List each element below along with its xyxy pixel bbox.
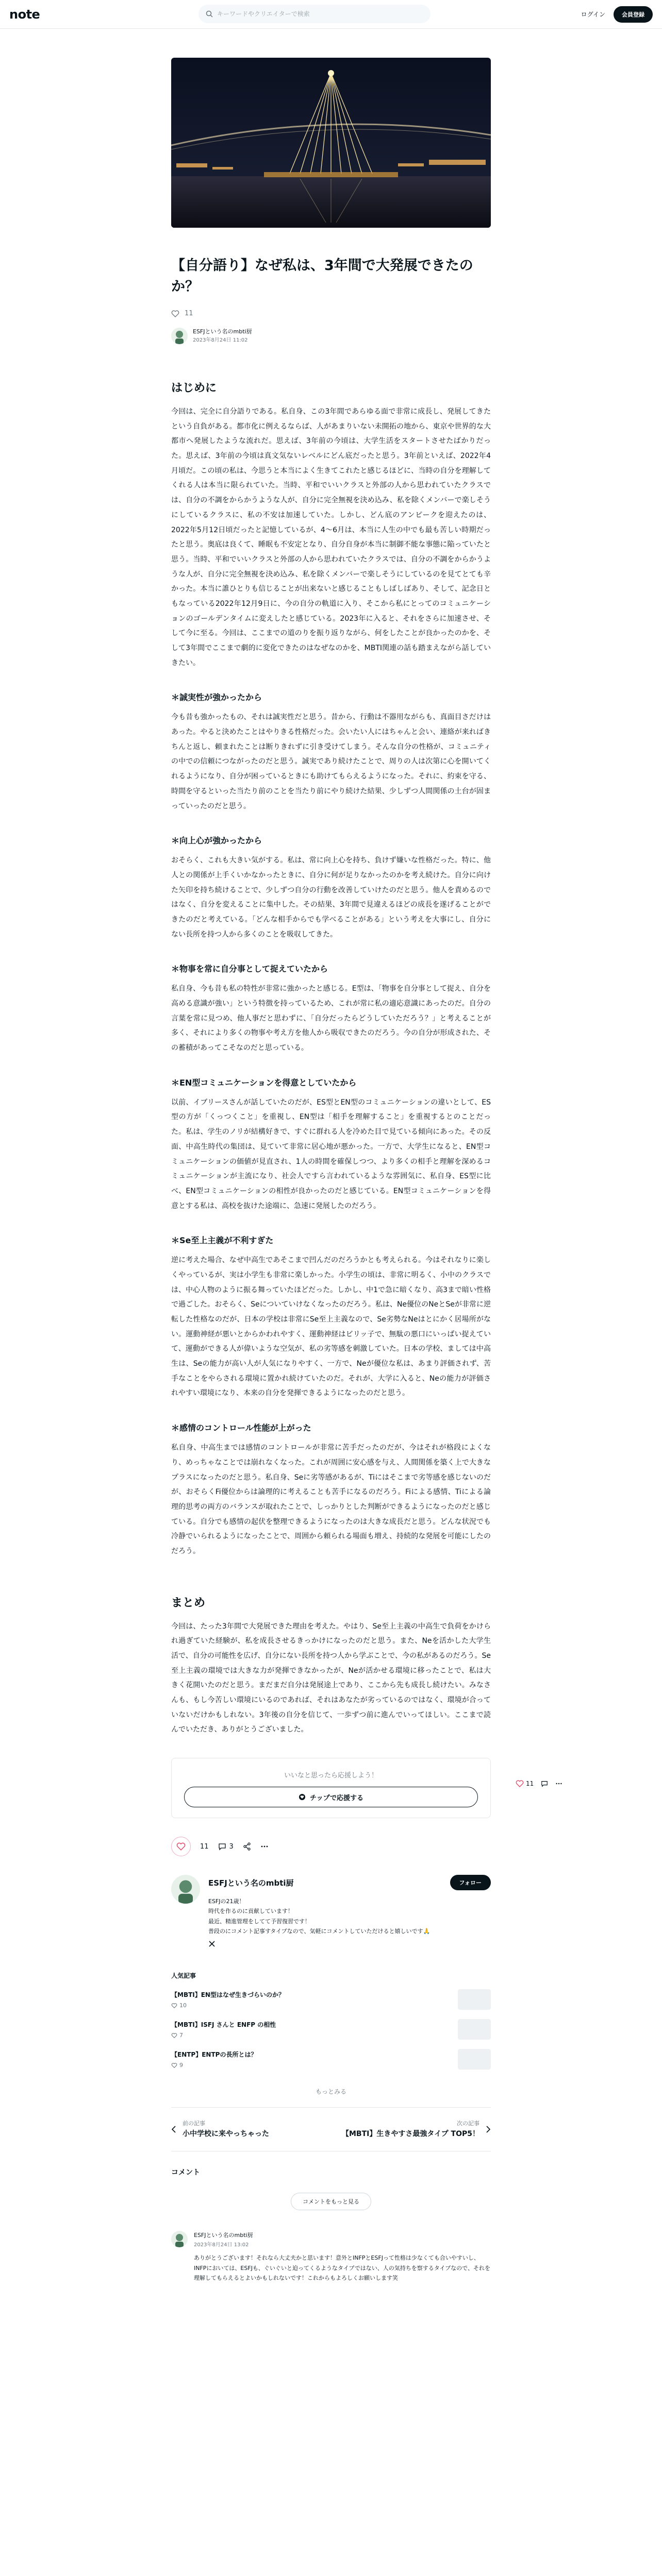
search-input[interactable] [217, 10, 423, 18]
heart-icon [171, 2003, 177, 2008]
support-question: いいなと思ったら応援しよう！ [284, 1772, 378, 1780]
prev-label: 前の記事 [183, 2120, 205, 2127]
article-title: 【自分語り】なぜ私は、3年間で大発展できたのか？ [171, 258, 473, 295]
popular-item[interactable] [171, 1989, 491, 2010]
search-bar[interactable] [198, 5, 431, 23]
chevron-right-icon [486, 2126, 491, 2133]
note-logo[interactable]: note [9, 7, 40, 22]
author-name[interactable]: ESFJという名のmbti厨 [193, 328, 252, 335]
hero-image [171, 58, 491, 228]
popular-item-thumbnail[interactable] [458, 1989, 491, 2010]
like-count: 11 [200, 1842, 209, 1851]
comment [171, 2231, 491, 2283]
section-heading: ＊物事を常に自分事として捉えていたから [171, 964, 328, 974]
popular-item-thumbnail[interactable] [458, 2019, 491, 2040]
paragraph: 以前、イブリースさんが話していたのだが、ES型とEN型のコミュニケーションの違いとして、ES型の方が「くっつくこと」を重視し、EN型は「相手を理解すること」を重視するとのことだった。私は、学生のノリが結構好きで、すぐに群れる人を冷めた目で見ている傾向にあった。その反面、中高生時代の集団は、見ていて非常に居心地が悪かった。一方で、大学生になると、EN型コミュニケーションの価値が見直され、1人の時間を確保しつつ、より多くの相手と理解を深めるコミュニケーションが主流になり、社会人ですら言われているような雰囲気に、私自身、ES型に比べ、EN型コミュニケーションの相性が良かったのだと感じている。EN型コミュニケーションを得意とする私は、高校を抜けた途端に、急速に発展したのだろう。 [171, 1098, 491, 1210]
paragraph: 私自身、中高生までは感情のコントロールが非常に苦手だったのだが、今はそれが格段によくなり、めっちゃなことでは崩れなくなった。これが周囲に安心感を与え、人間関係を築く上で大きなプラスになったのだと思う。私自身、Seに劣等感があるが、Tiにはそこまで劣等感を感じないのだが、おそらくFi優位からは論理的に考えることも苦手になるのだろう。Fiによる感情、Tiによる論理的思考の両方のバランスが取れたことで、しっかりとした判断ができるようになったのだと感じている。自分でも感情の起伏を整理できるようになったのは大きな成長だと思う。どんな状況でも冷静でいられるようになったことで、周囲から頼られる場面も増え、持続的な発展を可能にしたのだろう。 [171, 1444, 491, 1555]
section-heading-intro: はじめに [171, 382, 217, 395]
heart-icon [171, 2033, 177, 2038]
comment-button[interactable] [218, 1842, 234, 1851]
like-count: 10 [179, 2002, 187, 2009]
section-heading: ＊誠実性が強かったから [171, 692, 262, 703]
section-heading: ＊Se至上主義が不利すぎた [171, 1235, 274, 1246]
author-row[interactable] [171, 328, 491, 344]
article [171, 58, 491, 2283]
title-like-row [171, 310, 491, 317]
publish-date: 2023年8月24日 11:02 [193, 337, 248, 343]
like-count: 7 [179, 2032, 183, 2039]
section-heading-summary: まとめ [171, 1596, 206, 1609]
paragraph: 今も昔も強かったもの、それは誠実性だと思う。昔から、行動は不器用ながらも、真面目さだけはあった。やると決めたことはやりきる性格だった。会いたい人にはちゃんと会い、連絡が来ればきちんと返し、頼まれたことは断りきれずに引き受けてしまう。そんな自分の性格が、コミュニティの中での信頼につながったのだと思う。誠実であり続けたことで、周りの人は次第に心を開いてくれるようになり、自分が困っているときにも助けてもらえるようになった。それに、約束を守る、時間を守るといった当たり前のことを当たり前にやり続けた結果、少しずつ人間関係の土台が固まっていったのだと思う。 [171, 713, 491, 810]
heart-icon [171, 2063, 177, 2068]
prev-title[interactable]: 小中学校に来やっちゃった [183, 2130, 269, 2139]
comment-date: 2023年8月24日 13:02 [194, 2242, 249, 2248]
paragraph-intro: 今回は、完全に自分語りである。私自身、この3年間であらゆる面で非常に成長し、発展してきたという自負がある。都市化に例えるならば、人があまりいない未開拓の地から、東京や世界的な大都市へ発展したような流れだ。思えば、3年前の今頃は、大学生活をスタートさせたばかりだった。思えば、3年前の今頃は真文気ないレベルにどん底だったと思う。3年前といえば、2022年4月頃だ。この頃の私は、今思うと本当によく生きてこれたと感じるほどに、当時の自分を理解してくれる人は本当に限られていた。当時、平和でいいクラスと外部の人から思われていたクラスでは、自分の不調をからかうような人が、自分に完全無視を決め込み、私を除くメンバーで楽しそうにしているクラスに、私の不安は加速していた。しかし、どん底のアンピークを迎えたのは、2022年5月12日頃だったと記憶しているが、4～6月は、本当に人生の中でも最も苦しい時期だったと思う。奥底は良くて、睡眠も不安定となり、自分自身が本当に制御不能な事態に陥っていたと思う。当時、平和でいいクラスと外部の人から思われていたクラスでは、自分の不調をからかうような人が、自分に完全無視を決め込み、私を除くメンバーで楽しそうにしているのを見てとても辛かった。本当に誰ひとりも信じることが出来ないと感じることもしばしばあり、そして、記念日ともなっている2022年12月9日に、今の自分の軌道に入り、そこから私にとってのコミュニケーションのゴールデンタイムに変えしたと感じている。2023年に入ると、それをさらに加速させ、そして今に至る。今回は、ここまでの道のりを振り返りながら、何をしたことが良かったのかを、そして3年間でここまで劇的に変化できたのはなぜなのかを、MBTI関連の話も踏まえながら話していきたい。 [171, 408, 491, 667]
comment-text: ありがとうございます！それなら大丈夫かと思います！意外とINFPとESFJって性格は少なくても合いやすいし、INFPにおいては、ESFJも、ぐいぐいと迫ってくるようなタイプではない、人の気持ちを察するタイプなので、それを理解してもらえるとよいかもしれないです！これからもよろしくお願いします笑 [194, 2254, 490, 2282]
search-icon [206, 10, 213, 18]
popular-item-thumbnail[interactable] [458, 2049, 491, 2070]
comment-heading: コメント [171, 2168, 200, 2177]
popular-item-title[interactable]: 【MBTI】ISFJ さんと ENFP の相性 [171, 2021, 276, 2029]
like-button[interactable] [171, 1837, 191, 1856]
signup-button[interactable]: 会員登録 [614, 6, 653, 23]
site-header [0, 0, 662, 29]
paragraph-summary: 今回は、たった3年間で大発展できた理由を考えた。やはり、Se至上主義の中高生で負荷をかけられ過ぎていた経験が、私を成長させるきっかけになったのだと思う。また、Neを活かした大学生活で、自分の可能性を広げ、自分にない長所を持つ人から学ぶことで、今の私があるのだろう。Se至上主義の環境では大きな力が発揮できなかったが、Neが活かせる環境に移ったことで、私は大きく花開いたのだと思う。まだまだ自分は発展途上であり、ここから先も成長し続けたい。みなさんも、もし今苦しい環境にいるのであれば、それはあなたが劣っているのではなく、環境が合っていないだけかもしれない。3年後の自分を信じて、一歩ずつ前に進んでいってほしい。ここまで読んでいただき、ありがとうございました。 [171, 1622, 491, 1734]
popular-heading: 人気記事 [171, 1972, 196, 1980]
share-icon[interactable] [243, 1842, 251, 1851]
like-count: 9 [179, 2062, 183, 2069]
login-link[interactable]: ログイン [581, 11, 605, 18]
heart-icon[interactable] [171, 310, 179, 317]
popular-item-likes [171, 2002, 458, 2009]
heart-icon [516, 1780, 524, 1787]
author-card-name[interactable]: ESFJという名のmbti厨 [208, 1878, 294, 1888]
author-bio: ESFJの21歳！ 時代を作るのに貢献しています！ 最近、精進管理をしてて予習復習です！ 普段のにコメント記事すタイプなので、気軽にコメントしていただけると嬉しいです🙏 [208, 1898, 431, 1935]
popular-item[interactable] [171, 2049, 491, 2070]
tip-icon [299, 1793, 306, 1801]
section-heading: ＊EN型コミュニケーションを得意としていたから [171, 1077, 357, 1088]
floating-like-button[interactable] [516, 1780, 534, 1787]
x-social-icon[interactable] [208, 1940, 216, 1947]
paragraph: おそらく、これも大きい気がする。私は、常に向上心を持ち、負けず嫌いな性格だった。特に、他人との関係が上手くいかなかったときに、自分に何が足りなかったのかを考え続けた。自分に向けた矢印を持ち続けることで、少しずつ自分の行動を改善していけたのだと思う。他人を責めるのではなく、自分を変えることに集中した。その結果、3年間で見違えるほどの成長を遂げることができたのだと考えている。「どんな相手からでも学べることがある」という考えを大事にし、自分にない長所を持つ人から多くのことを吸収してきた。 [171, 856, 491, 939]
section-heading: ＊感情のコントロール性能が上がった [171, 1423, 311, 1433]
prev-article[interactable] [171, 2119, 331, 2140]
comment-icon [218, 1842, 226, 1851]
support-box [171, 1758, 491, 1818]
comment-author[interactable]: ESFJという名のmbti厨 [194, 2231, 253, 2239]
next-article[interactable] [331, 2119, 491, 2140]
more-icon[interactable] [555, 1780, 562, 1787]
more-icon[interactable] [260, 1842, 269, 1851]
more-articles-link[interactable]: もっとみる [315, 2088, 346, 2096]
popular-item[interactable] [171, 2019, 491, 2040]
like-count: 11 [185, 310, 193, 317]
article-navigation [171, 2107, 491, 2151]
more-comments-button[interactable]: コメントをもっと見る [291, 2193, 371, 2210]
section-heading: ＊向上心が強かったから [171, 836, 262, 846]
heart-icon [176, 1842, 186, 1851]
popular-item-title[interactable]: 【ENTP】ENTPの長所とは？ [171, 2051, 257, 2059]
follow-button[interactable]: フォロー [450, 1875, 491, 1890]
tip-button[interactable] [184, 1787, 478, 1807]
popular-item-title[interactable]: 【MBTI】EN型はなぜ生きづらいのか？ [171, 1991, 285, 1999]
avatar[interactable] [171, 2231, 188, 2247]
paragraph: 逆に考えた場合、なぜ中高生であそこまで凹んだのだろうかとも考えられる。今はそれなりに楽しくやっているが、実は小学生も非常に楽しかった。小学生の頃は、非常に明るく、小中のクラスでは、中心人物のように振る舞っていたほどだった。しかし、中1で急に暗くなり、高3まで暗い性格で過ごした。おそらく、Seについていけなくなったのだろう。私は、Ne優位のNeとSeが非常に逆転した性格なのだが、日本の学校は非常にSe至上主義なので、Se劣勢なNeはとにかく居場所がない。運動神経が悪いとからかわれやすく、運動神経はビリッ子で、無駄の悪口にいっぱい捉えていて、運動ができる人が偉いような空気が、私の劣等感を刺激していた。日本の学校、ましては中高生は、Seの能力が高い人が人気になりやすく、一方で、Neが優位な私は、あまり評価されず、苦手なことをやらされる環境に置かれ続けていたのだ。それが、大学に入ると、Neの能力が評価されやすい環境になり、本来の自分を発揮できるようになったのだと思う。 [171, 1256, 491, 1398]
avatar[interactable] [171, 328, 188, 344]
floating-actions [516, 1780, 562, 1787]
chevron-left-icon [171, 2126, 176, 2133]
like-count: 11 [526, 1780, 534, 1787]
popular-item-likes [171, 2062, 458, 2069]
next-title[interactable]: 【MBTI】生きやすさ最強タイプ TOP5！ [342, 2130, 479, 2139]
tip-button-label: チップで応援する [309, 1794, 363, 1802]
author-card-avatar[interactable] [171, 1875, 200, 1904]
paragraph: 私自身、今も昔も私の特性が非常に強かったと感じる。E型は、「物事を自分事として捉え、自分を高める意識が強い」という特徴を持っているため、これが常に私の適応意識にあったのだ。自分の言葉を常に見つめ、他人事だと思わずに、「自分だったらどうしていただろう？」と考えることが多く、それにより多くの物事や考え方を他人から吸収できたのだろう。今の自分が形成された、その蓄積があってこそなのだと思っている。 [171, 985, 491, 1053]
comment-icon[interactable] [541, 1780, 548, 1787]
author-card [171, 1875, 491, 1950]
comment-count: 3 [229, 1842, 234, 1851]
next-label: 次の記事 [457, 2120, 479, 2127]
action-bar [171, 1837, 491, 1856]
popular-item-likes [171, 2032, 458, 2039]
